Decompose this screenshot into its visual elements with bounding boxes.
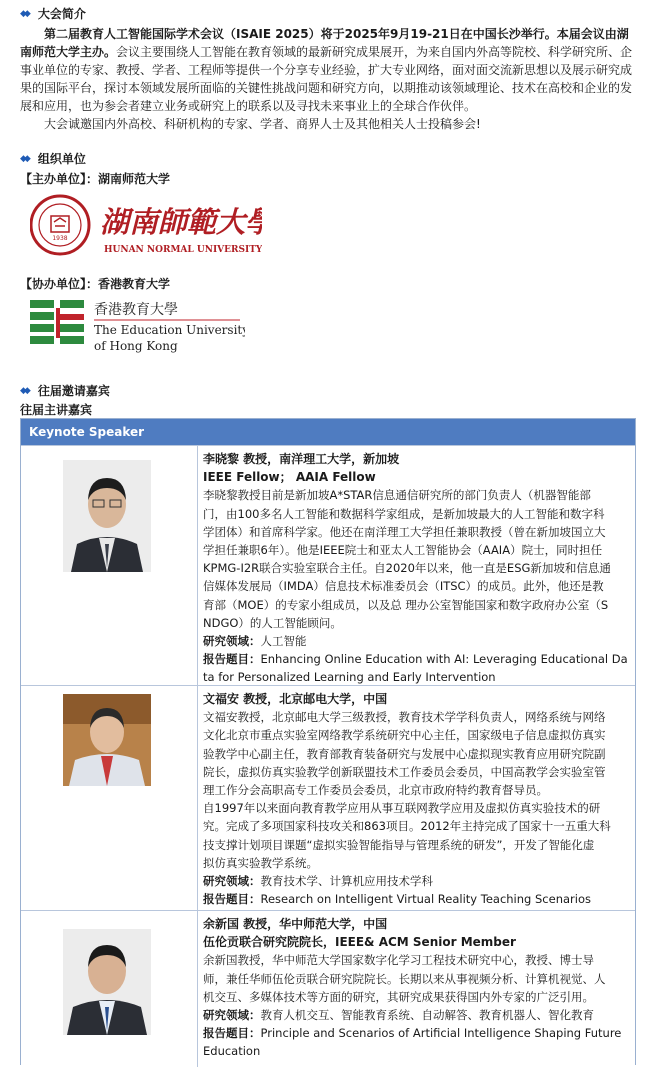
bio-line: 师，兼任华师伍伦贡联合研究院院长。长期以来从事视频分析、计算机视觉、人: [203, 971, 606, 986]
speaker-row: [21, 685, 635, 911]
bio-line: 学担任兼职6年）。他是IEEE院士和亚太人工智能协会（AAIA）院士，同时担任: [203, 543, 603, 558]
svg-text:香港教育大學: 香港教育大學: [94, 302, 178, 318]
bio-line: 信媒体发展局（IMDA）信息技术标准委员会（ITSC）的成员。此外，他还是教: [203, 579, 604, 594]
bio-line: 文化北京市重点实验室网络教学系统研究中心主任，国家级电子信息虚拟仿真实: [203, 728, 606, 743]
intro-invitation: 大会诚邀国内外高校、科研机构的专家、学者、商界人士及其他相关人士投稿参会!: [44, 117, 481, 131]
diamond-bullet-icon: ◆◆: [20, 385, 28, 396]
bio-line: 院长，虚拟仿真实验教学创新联盟技术工作委员会委员，中国高教学会实验室管: [203, 764, 606, 779]
svg-text:湖南師範大學: 湖南師範大學: [100, 205, 262, 239]
intro-paragraph: 第二届教育人工智能国际学术会议（ISAIE 2025）将于2025年9月19-21日在中国长沙举行。本届会议由湖南师范大学主办。会议主要围绕人工智能在教育领域的最新研究成果展开，为来自国内外高等院校、科学研究所、企事业单位的专家、教授、学者、工程师等提供一个分享专业经验，扩大专业网络，面对面交流新思想以及展示研究成果的国际平台，探讨本领域发展所面临的关键性挑战问题和研究方向，以期推动该领域理论、技术在高校和企业的发展和应用，也为参会者建立业务或研究上的联系以及寻找未来事业上的全球合作伙伴。: [20, 27, 633, 113]
section-heading-org: ◆◆ 组织单位: [20, 152, 86, 166]
report-topic: 报告题目：Principle and Scenarios of Artificial Intelligence Shaping Future: [203, 1026, 622, 1041]
bio-line: 自1997年以来面向教育教学应用从事互联网教学应用及虚拟仿真实验技术的研: [203, 801, 601, 816]
bio-line: NDGO）的人工智能顾问。: [203, 615, 342, 630]
bio-line: 育部（MOE）的专家小组成员，以及总 理办公室智能国家和数字政府办公室（S: [203, 597, 609, 612]
bio-line: 验教学中心副主任，教育部教育装备研究与发展中心虚拟现实教育应用研究院副: [203, 746, 606, 761]
bio-line: 机交互、多媒体技术等方面的研究，其研究成果获得国内外专家的广泛引用。: [203, 989, 594, 1004]
speakers-subheading: 往届主讲嘉宾: [20, 403, 93, 417]
speaker-honors: IEEE Fellow； AAIA Fellow: [203, 470, 376, 485]
bio-line: 技支撑计划项目课题“虚拟实验智能指导与管理系统的研发”，开发了智能化虚: [203, 837, 595, 852]
report-topic: 报告题目：Research on Intelligent Virtual Reality Teaching Scenarios: [203, 892, 591, 907]
bio-line: KPMG-I2R联合实验室联合主任。自2020年以来，他一直是ESG新加坡和信息通: [203, 561, 611, 576]
host-unit-label: 【主办单位】：湖南师范大学: [20, 172, 171, 186]
keynote-speaker-table: [20, 418, 636, 1065]
diamond-bullet-icon: ◆◆: [20, 153, 28, 164]
bio-line: 理工作分会高职高专工作委员会委员，北京市政府特约教育督导员。: [203, 783, 548, 798]
research-field: 研究领域：人工智能: [203, 634, 307, 649]
bio-line: 李晓黎教授目前是新加坡A*STAR信息通信研究所的部门负责人（机器智能部: [203, 488, 591, 503]
report-topic-cont: ta for Personalized Learning and Early Intervention: [203, 670, 496, 685]
svg-text:The Education University: The Education University: [94, 323, 245, 337]
eduhk-logo: [30, 296, 245, 356]
bio-line: 文福安教授，北京邮电大学三级教授，教育技术学学科负责人，网络系统与网络: [203, 710, 606, 725]
bio-line: 余新国教授，华中师范大学国家数字化学习工程技术研究中心，教授、博士导: [203, 953, 594, 968]
speaker-row: [21, 445, 635, 686]
speaker-photo: [63, 929, 151, 1035]
speaker-name: 余新国 教授，华中师范大学，中国: [203, 917, 388, 931]
section-heading-speakers: ◆◆ 往届邀请嘉宾: [20, 384, 110, 398]
speaker-honors: 伍伦贡联合研究院院长，IEEE& ACM Senior Member: [203, 935, 516, 950]
research-field: 研究领域：教育技术学、计算机应用技术学科: [203, 874, 433, 889]
co-unit-label: 【协办单位】：香港教育大学: [20, 277, 171, 291]
speaker-photo: [63, 460, 151, 572]
speaker-name: 李晓黎 教授，南洋理工大学，新加坡: [203, 452, 400, 466]
hunan-normal-university-logo: [30, 192, 262, 258]
research-field: 研究领域：教育人机交互、智能教育系统、自动解答、教育机器人、智化教育: [203, 1008, 594, 1023]
report-topic: 报告题目：Enhancing Online Education with AI: Leveraging Educational Da: [203, 652, 628, 667]
bio-line: 学团体）和首席科学家。他还在南洋理工大学担任兼职教授（曾在新加坡国立大: [203, 524, 606, 539]
svg-text:of Hong Kong: of Hong Kong: [94, 339, 178, 353]
speaker-row: [21, 910, 635, 1067]
report-topic-cont: Education: [203, 1044, 261, 1059]
bio-line: 门，由100多名人工智能和数据科学家组成，是新加坡最大的人工智能和数字科: [203, 506, 605, 521]
svg-text:1938: 1938: [52, 235, 68, 242]
diamond-bullet-icon: ◆◆: [20, 8, 28, 19]
speaker-photo: [63, 694, 151, 786]
table-header: Keynote Speaker: [21, 419, 635, 446]
bio-line: 拟仿真实验教学系统。: [203, 855, 318, 870]
svg-text:HUNAN NORMAL UNIVERSITY: HUNAN NORMAL UNIVERSITY: [104, 245, 262, 255]
bio-line: 究。完成了多项国家科技攻关和863项目。2012年主持完成了国家十一五重大科: [203, 819, 611, 834]
section-heading-intro: ◆◆ 大会简介: [20, 7, 86, 21]
speaker-name: 文福安 教授，北京邮电大学，中国: [203, 692, 388, 706]
